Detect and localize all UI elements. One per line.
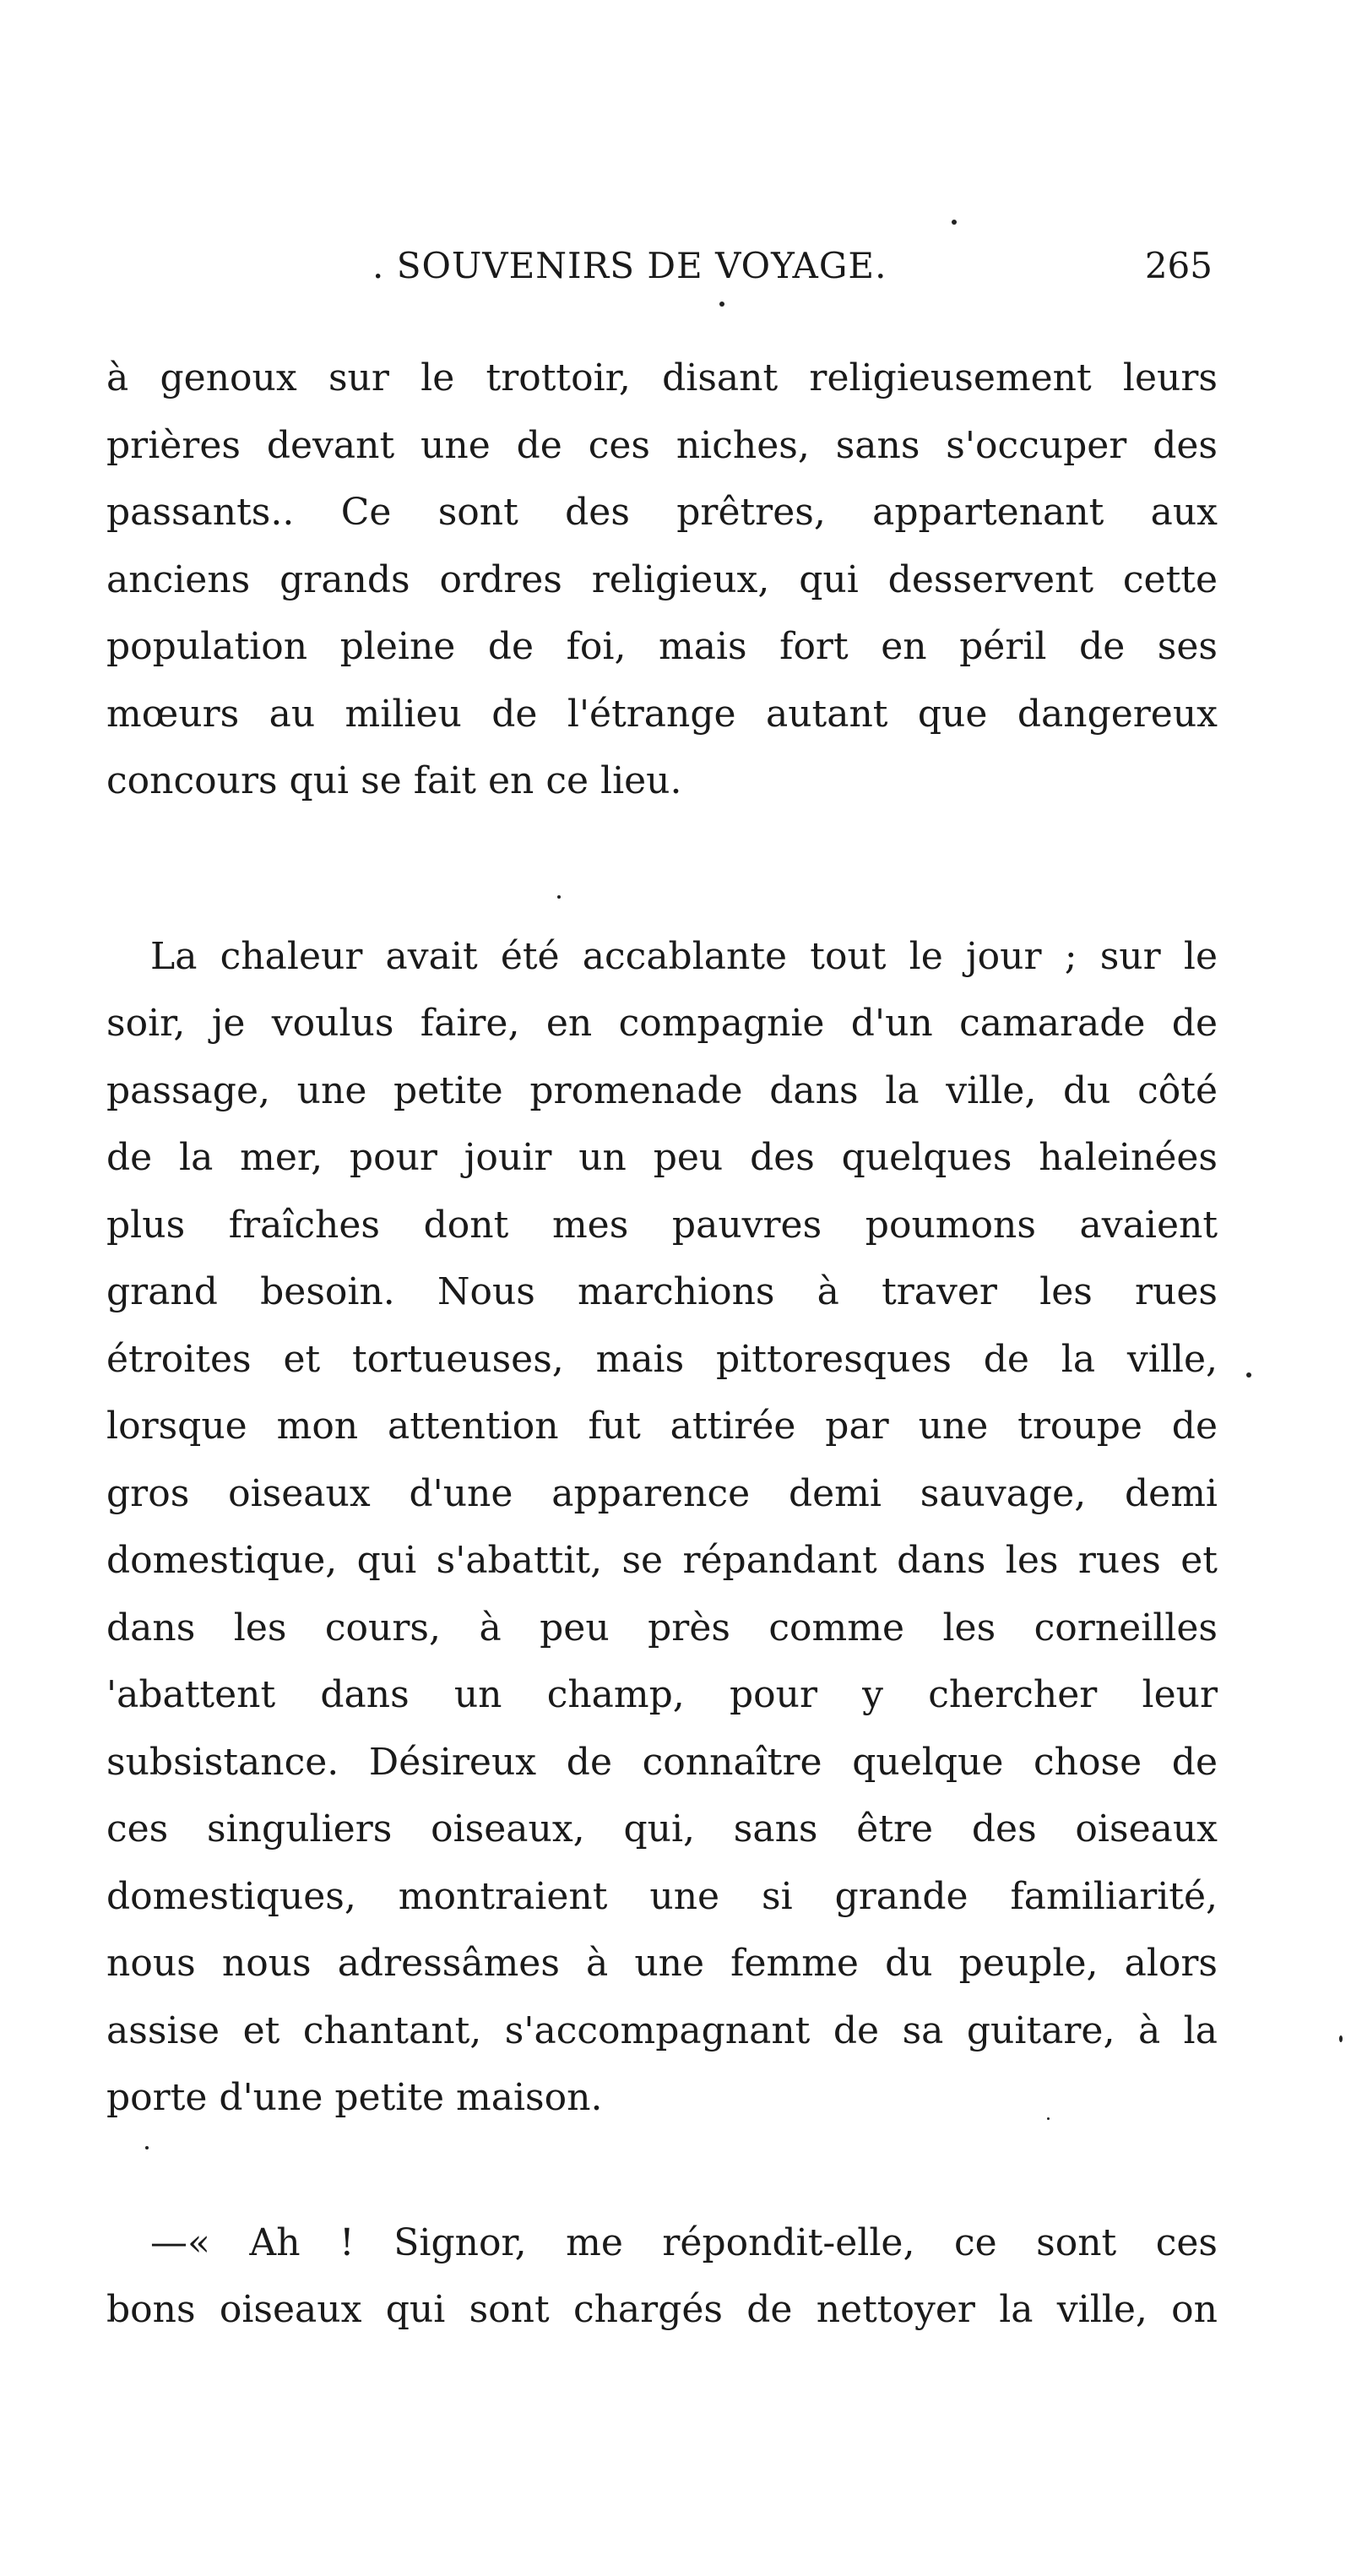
text-line: passage, une petite promenade dans la ville, du côté: [106, 1068, 1218, 1112]
print-speck: [1246, 1372, 1251, 1378]
text-line: 'abattent dans un champ, pour y chercher leur: [106, 1673, 1218, 1716]
text-line: passants.. Ce sont des prêtres, appartenant aux: [106, 491, 1218, 534]
text-line: plus fraîches dont mes pauvres poumons avaient: [106, 1203, 1218, 1247]
text-line: grand besoin. Nous marchions à traver les rues: [106, 1270, 1218, 1313]
text-line: La chaleur avait été accablante tout le jour ; sur le: [150, 934, 1218, 978]
text-line: ces singuliers oiseaux, qui, sans être des oiseaux: [106, 1807, 1218, 1850]
print-speck: [1339, 2035, 1343, 2042]
paragraph-2: [106, 923, 1218, 2132]
text-line: subsistance. Désireux de connaître quelque chose de: [106, 1740, 1218, 1784]
body-text: [106, 345, 1218, 2344]
text-line: dans les cours, à peu près comme les corneilles: [106, 1606, 1218, 1649]
text-line: bons oiseaux qui sont chargés de nettoyer la ville, on: [106, 2288, 1218, 2331]
print-speck: [952, 220, 957, 225]
running-head: [106, 241, 1213, 291]
text-line: porte d'une petite maison.: [106, 2076, 603, 2119]
text-line: anciens grands ordres religieux, qui desservent cette: [106, 557, 1218, 601]
text-line: mœurs au milieu de l'étrange autant que dangereux: [106, 692, 1218, 736]
text-line: assise et chantant, s'accompagnant de sa guitare, à la: [106, 2008, 1218, 2052]
paragraph-3: [106, 2209, 1218, 2344]
print-speck: [557, 895, 561, 899]
text-line: population pleine de foi, mais fort en péril de ses: [106, 625, 1218, 668]
text-line: de la mer, pour jouir un peu des quelques haleinées: [106, 1136, 1218, 1179]
text-line: lorsque mon attention fut attirée par une troupe de: [106, 1405, 1218, 1448]
text-line: —« Ah ! Signor, me répondit-elle, ce sont ces: [150, 2220, 1218, 2264]
print-speck: [145, 2146, 149, 2149]
text-line: soir, je voulus faire, en compagnie d'un camarade de: [106, 1002, 1218, 1045]
text-line: gros oiseaux d'une apparence demi sauvage, demi: [106, 1471, 1218, 1515]
text-line: nous nous adressâmes à une femme du peuple, alors: [106, 1942, 1218, 1985]
text-line: étroites et tortueuses, mais pittoresques de la ville,: [106, 1337, 1218, 1381]
print-speck: [1047, 2117, 1050, 2120]
text-line: concours qui se fait en ce lieu.: [106, 759, 682, 802]
text-line: domestique, qui s'abattit, se répandant dans les rues et: [106, 1539, 1218, 1582]
text-line: domestiques, montraient une si grande familiarité,: [106, 1874, 1218, 1918]
paragraph-spacer: [106, 2132, 1218, 2209]
text-line: prières devant une de ces niches, sans s'occuper des: [106, 423, 1218, 467]
text-line: à genoux sur le trottoir, disant religieusement leurs: [106, 356, 1218, 399]
paragraph-spacer: [106, 815, 1218, 923]
print-speck: [719, 302, 724, 307]
paragraph-1: [106, 345, 1218, 815]
page-number: 265: [1144, 245, 1213, 286]
running-title: . SOUVENIRS DE VOYAGE.: [372, 245, 887, 286]
